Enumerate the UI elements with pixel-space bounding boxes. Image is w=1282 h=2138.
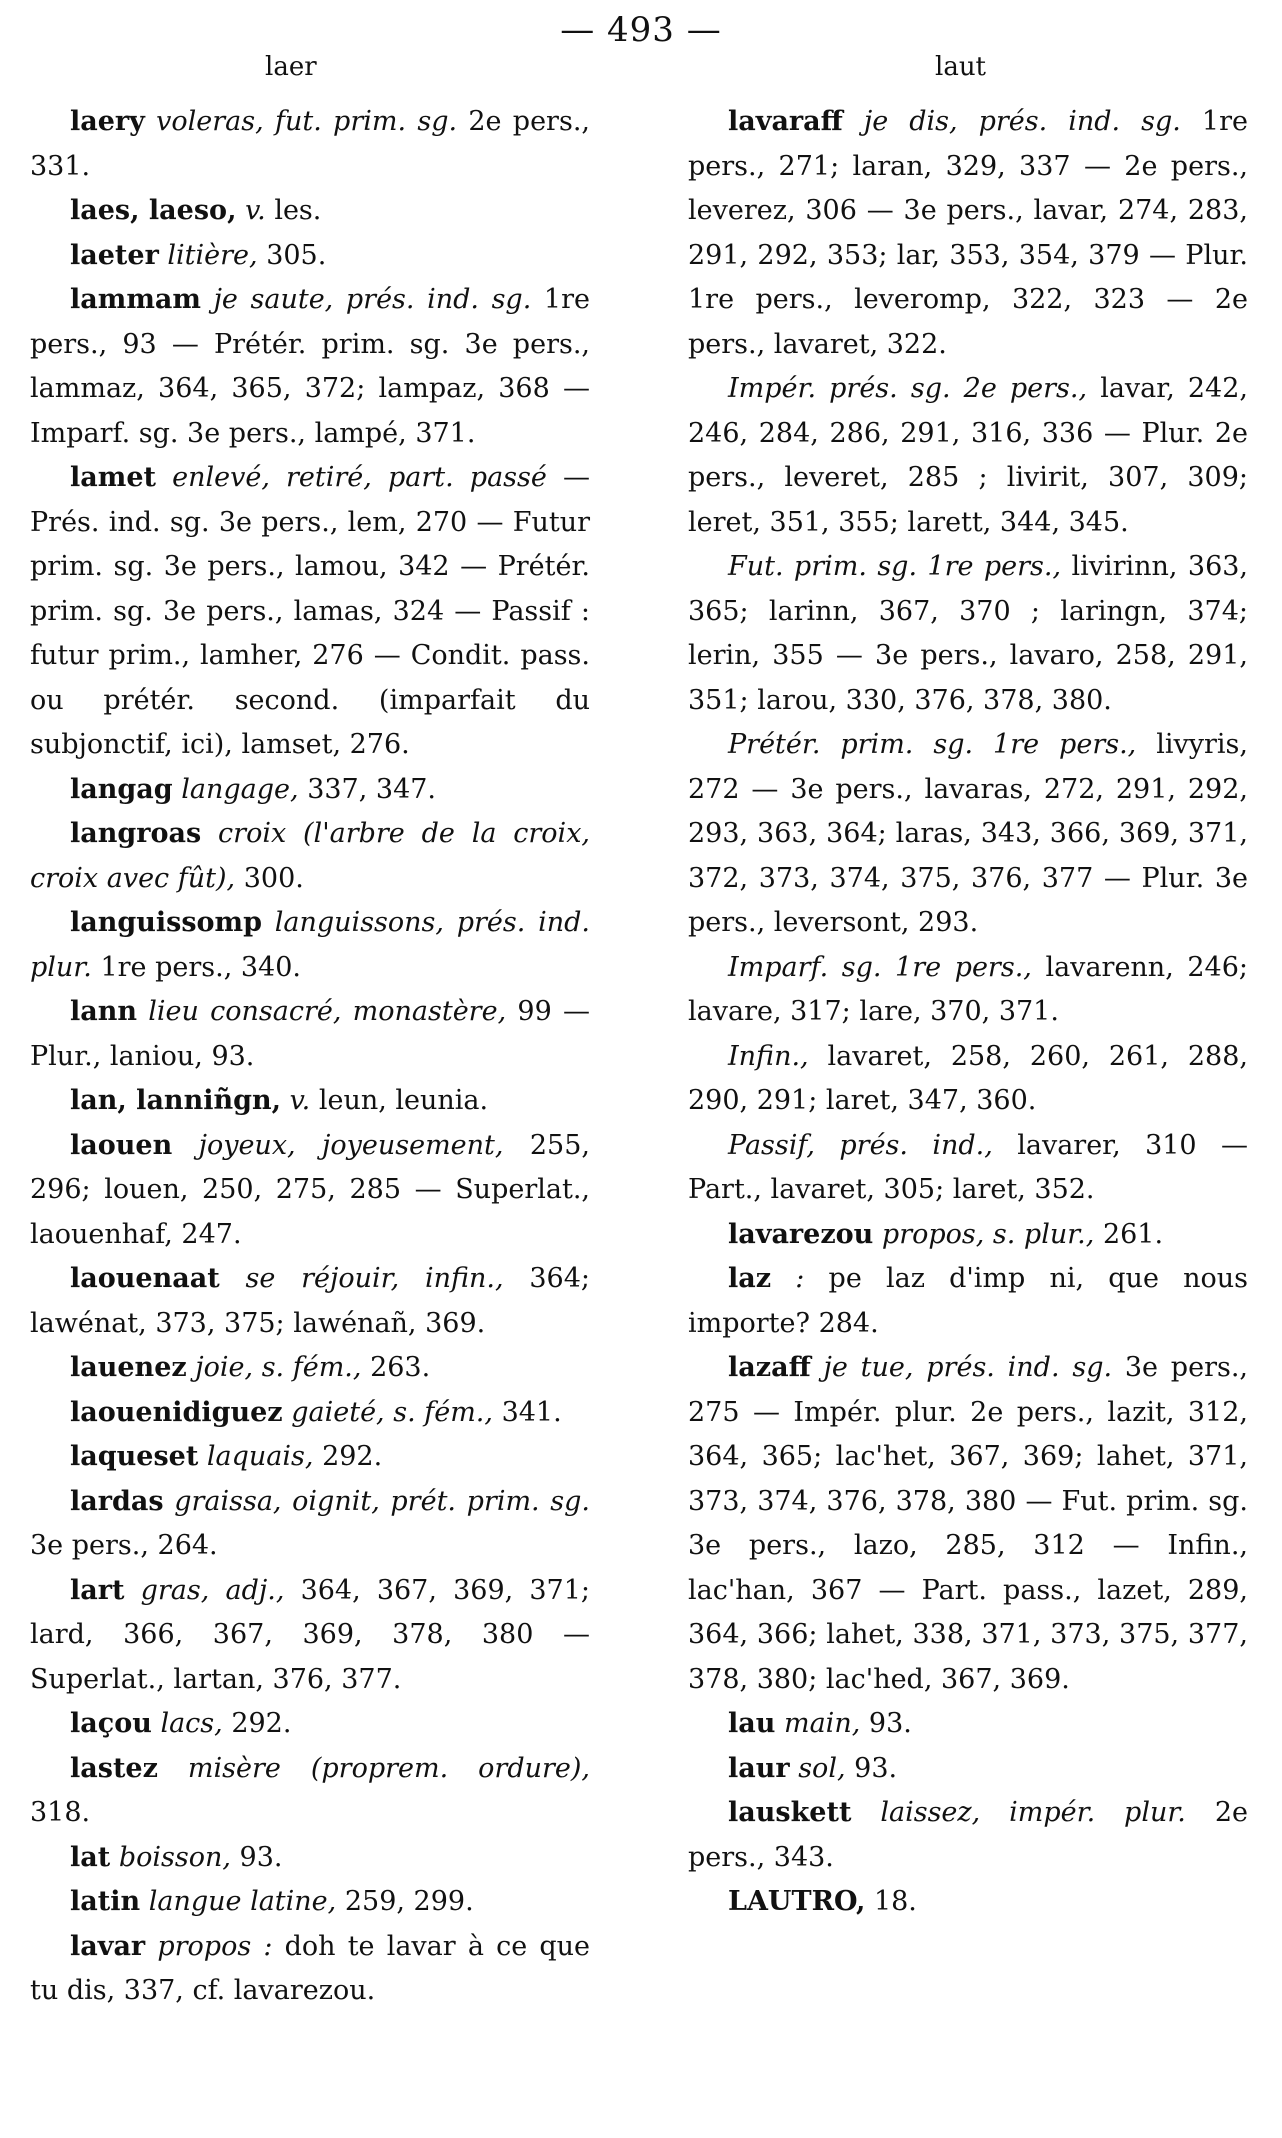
dictionary-entry (30, 1346, 590, 1391)
dictionary-entry (688, 100, 1248, 367)
dictionary-entry (30, 1569, 590, 1703)
definition: propos : (157, 1930, 273, 1962)
definition: Imparf. sg. 1re pers., (728, 951, 1032, 983)
dictionary-entry (688, 723, 1248, 946)
headword: laes, laeso, (70, 195, 237, 226)
headword: lammam (70, 284, 201, 315)
dictionary-entry (30, 100, 590, 189)
dictionary-entry (30, 1702, 590, 1747)
entry-text: 263. (370, 1352, 431, 1383)
dictionary-entry (30, 1747, 590, 1836)
entry-text: 2e pers., 331. (30, 106, 590, 182)
entry-text: lavaret, 258, 260, 261, 288, 290, 291; laret, 347, 360. (688, 1040, 1248, 1116)
definition: graissa, oignit, prét. prim. sg. (174, 1485, 590, 1517)
dictionary-entry (30, 768, 590, 813)
headword: langag (70, 773, 173, 805)
entry-text: — Prés. ind. sg. 3e pers., lem, 270 — Futur prim. sg. 3e pers., lamou, 342 — Prétér. prim. sg. 3e pers., lamas, 324 — Passif : futur prim., lamher, 276 — Condit. pass. ou prétér. second. (imparfait du subjonctif, ici), lamset, 276. (30, 462, 590, 760)
right-column (688, 100, 1248, 1925)
entry-text: 300. (243, 862, 304, 894)
entry-text: livyris, 272 — 3e pers., lavaras, 272, 291, 292, 293, 363, 364; laras, 343, 366, 369, 371, 372, 373, 374, 375, 376, 377 — Plur. 3e pers., leversont, 293. (688, 729, 1248, 938)
dictionary-entry (30, 189, 590, 234)
entry-text: 93. (868, 1708, 912, 1739)
entry-text: 1re pers., 340. (100, 951, 301, 983)
entry-text: lavarenn, 246; lavare, 317; lare, 370, 371. (688, 951, 1248, 1027)
headword: laeter (70, 239, 159, 271)
headword: lauenez (70, 1352, 187, 1383)
definition: litière, (167, 239, 258, 271)
definition: Passif, prés. ind., (728, 1129, 993, 1161)
definition: gaieté, s. fém., (291, 1396, 493, 1428)
definition: Prétér. prim. sg. 1re pers., (728, 729, 1137, 760)
dictionary-entry (688, 367, 1248, 545)
headword: laouen (70, 1129, 173, 1161)
dictionary-entry (688, 1257, 1248, 1346)
headword: lardas (70, 1485, 164, 1517)
headword: lan, lanniñgn, (70, 1085, 281, 1116)
definition: gras, adj., (140, 1574, 285, 1606)
guide-word-left: laer (265, 52, 317, 82)
definition: langage, (181, 773, 299, 805)
entry-text: leun, leunia. (318, 1085, 489, 1116)
entry-text: lavarer, 310 — Part., lavaret, 305; laret, 352. (688, 1129, 1248, 1205)
definition: enlevé, retiré, part. passé (172, 462, 547, 493)
entry-text: 255, 296; louen, 250, 275, 285 — Superlat., laouenhaf, 247. (30, 1129, 590, 1250)
definition: je dis, prés. ind. sg. (863, 106, 1181, 137)
entry-text: 292. (322, 1441, 383, 1472)
headword: laur (728, 1752, 790, 1784)
headword: lazaff (728, 1352, 811, 1383)
definition: joyeux, joyeusement, (198, 1129, 504, 1161)
entry-text: 1re pers., 271; laran, 329, 337 — 2e pers., leverez, 306 — 3e pers., lavar, 274, 283, 291, 292, 353; lar, 353, 354, 379 — Plur. 1re pers., leveromp, 322, 323 — 2e pers., lavaret, 322. (688, 106, 1248, 360)
entry-text: 364; lawénat, 373, 375; lawénañ, 369. (30, 1263, 590, 1339)
headword: languissomp (70, 907, 263, 938)
dictionary-entry (688, 1702, 1248, 1747)
entry-text: 93. (239, 1841, 283, 1873)
entry-text: 18. (873, 1886, 917, 1917)
dictionary-entry (30, 990, 590, 1079)
dictionary-entry (30, 234, 590, 279)
dictionary-entry (688, 1791, 1248, 1880)
dictionary-entry (688, 1346, 1248, 1702)
dictionary-entry (30, 1836, 590, 1881)
entry-text: 3e pers., 264. (30, 1530, 218, 1561)
dictionary-entry (30, 456, 590, 768)
headword: lastez (70, 1752, 158, 1784)
definition: voleras, fut. prim. sg. (156, 106, 458, 137)
entry-text: lavar, 242, 246, 284, 286, 291, 316, 336 — Plur. 2e pers., leveret, 285 ; livirit, 307, 309; leret, 351, 355; larett, 344, 345. (688, 373, 1248, 538)
definition: joie, s. fém., (195, 1352, 362, 1383)
definition: laquais, (206, 1441, 314, 1472)
left-column (30, 100, 590, 2014)
definition: misère (proprem. ordure), (187, 1752, 590, 1784)
dictionary-entry (30, 1124, 590, 1258)
definition: je saute, prés. ind. sg. (213, 284, 532, 315)
dictionary-entry (30, 278, 590, 456)
guide-word-right: laut (935, 52, 987, 82)
dictionary-entry (30, 1391, 590, 1436)
headword: LAUTRO, (728, 1886, 866, 1917)
dictionary-entry (30, 1257, 590, 1346)
headword: lau (728, 1708, 776, 1739)
dictionary-entry (688, 1035, 1248, 1124)
entry-text: 292. (231, 1708, 292, 1739)
definition: se réjouir, infin., (245, 1263, 504, 1294)
definition: lieu consacré, monastère, (148, 996, 507, 1027)
definition: v. (245, 195, 266, 226)
dictionary-entry (688, 1880, 1248, 1925)
headword: latin (70, 1886, 141, 1917)
entry-text: 318. (30, 1797, 91, 1828)
entry-text: 93. (854, 1752, 898, 1784)
headword: lavaraff (728, 106, 843, 137)
entry-text: 2e pers., 343. (688, 1797, 1248, 1873)
definition: v. (289, 1085, 311, 1116)
headword: laouenidiguez (70, 1396, 283, 1428)
definition: Impér. prés. sg. 2e pers., (728, 373, 1088, 404)
headword: laz (728, 1263, 772, 1294)
entry-text: 1re pers., 93 — Prétér. prim. sg. 3e pers., lammaz, 364, 365, 372; lampaz, 368 — Imparf. sg. 3e pers., lampé, 371. (30, 284, 590, 449)
headword: lart (70, 1574, 125, 1606)
headword: lavar (70, 1930, 146, 1962)
headword: laouenaat (70, 1263, 220, 1294)
definition: languissons, prés. ind. plur. (30, 907, 590, 983)
entry-text: 341. (501, 1396, 562, 1428)
entry-text: doh te lavar à ce que tu dis, 337, cf. lavarezou. (30, 1930, 591, 2006)
entry-text: 259, 299. (344, 1886, 474, 1917)
headword: lauskett (728, 1797, 852, 1828)
definition: boisson, (118, 1841, 231, 1873)
headword: langroas (70, 818, 202, 849)
definition: propos, s. plur., (881, 1218, 1095, 1250)
definition: lacs, (160, 1708, 223, 1739)
headword: lann (70, 996, 138, 1027)
headword: lavarezou (728, 1218, 874, 1250)
headword: lamet (70, 462, 156, 493)
entry-text: 305. (266, 239, 327, 271)
dictionary-entry (30, 812, 590, 901)
definition: Fut. prim. sg. 1re pers., (728, 551, 1062, 582)
dictionary-entry (688, 946, 1248, 1035)
headword: laçou (70, 1708, 152, 1739)
dictionary-entry (30, 1480, 590, 1569)
definition: laissez, impér. plur. (880, 1797, 1186, 1828)
definition: : (795, 1263, 805, 1294)
definition: je tue, prés. ind. sg. (823, 1352, 1113, 1383)
headword: laqueset (70, 1441, 199, 1472)
dictionary-entry (30, 1880, 590, 1925)
dictionary-entry (30, 1079, 590, 1124)
headword: lat (70, 1841, 111, 1873)
definition: Infin., (728, 1040, 809, 1072)
entry-text: livirinn, 363, 365; larinn, 367, 370 ; laringn, 374; lerin, 355 — 3e pers., lavaro, 258, 291, 351; larou, 330, 376, 378, 380. (688, 551, 1249, 716)
entry-text: 364, 367, 369, 371; lard, 366, 367, 369, 378, 380 — Superlat., lartan, 376, 377. (30, 1574, 590, 1695)
dictionary-entry (688, 1747, 1248, 1792)
dictionary-entry (30, 1925, 590, 2014)
definition: sol, (798, 1752, 846, 1784)
entry-text: 337, 347. (307, 773, 437, 805)
dictionary-entry (688, 545, 1248, 723)
definition: croix (l'arbre de la croix, croix avec fût), (30, 818, 590, 894)
dictionary-entry (688, 1213, 1248, 1258)
definition: main, (783, 1708, 861, 1739)
headword: laery (70, 106, 145, 137)
dictionary-entry (30, 1435, 590, 1480)
entry-text: les. (274, 195, 322, 226)
entry-text: 3e pers., 275 — Impér. plur. 2e pers., lazit, 312, 364, 365; lac'het, 367, 369; lahet, 371, 373, 374, 376, 378, 380 — Fut. prim. sg. 3e pers., lazo, 285, 312 — Infin., lac'han, 367 — Part. pass., lazet, 289, 364, 366; lahet, 338, 371, 373, 375, 377, 378, 380; lac'hed, 367, 369. (688, 1352, 1248, 1695)
page-number: — 493 — (560, 10, 722, 50)
entry-text: 99 — Plur., laniou, 93. (30, 996, 590, 1072)
entry-text: 261. (1102, 1218, 1164, 1250)
dictionary-entry (30, 901, 590, 990)
entry-text: pe laz d'imp ni, que nous importe? 284. (688, 1263, 1248, 1339)
definition: langue latine, (148, 1886, 337, 1917)
dictionary-entry (688, 1124, 1248, 1213)
